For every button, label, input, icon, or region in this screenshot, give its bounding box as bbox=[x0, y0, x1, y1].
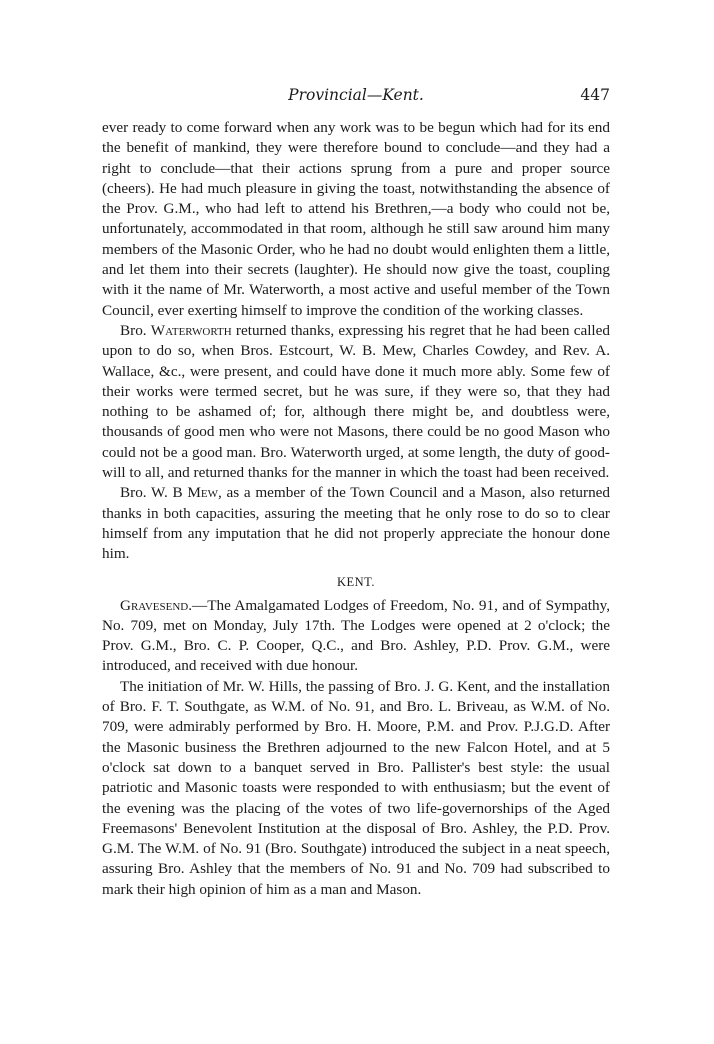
paragraph-mew-reply bbox=[102, 483, 610, 564]
paragraph-lead: Bro. W. B bbox=[120, 484, 188, 502]
book-page bbox=[102, 84, 610, 900]
paragraph-initiation bbox=[102, 677, 610, 900]
paragraph-text: returned thanks, expressing his regret that he had been called upon to do so, when Bros. Estcourt, W. B. Mew, Charles Cowdey, and Rev. A. Wallace, &c., were present, and could have done it much more ably. Some few of their works were termed secret, but he was sure, if they were so, that they had nothing to be ashamed of; for, although there might be, and doubtless were, thousands of good men who were not Masons, there could be no good Mason who could not be a good man. Bro. Waterworth urged, at some length, the duty of good-will to all, and returned thanks for the manner in which the toast had been received. bbox=[102, 321, 610, 482]
paragraph-toast-speech bbox=[102, 118, 610, 321]
article-body bbox=[102, 118, 610, 565]
running-title: Provincial—Kent. bbox=[288, 86, 424, 104]
speaker-name: Waterworth bbox=[150, 321, 232, 339]
section-heading: KENT. bbox=[336, 574, 376, 589]
page-number: 447 bbox=[580, 86, 610, 104]
paragraph-text: , as a member of the Town Council and a Mason, also returned thanks in both capacities, assuring the meeting that he only rose to do so to clear himself from any imputation that he did not properly appreciate the honour done him. bbox=[102, 484, 610, 563]
running-head bbox=[102, 84, 610, 106]
paragraph-text: ever ready to come forward when any work was to be begun which had for its end the benefit of mankind, they were therefore bound to conclude—and they had a right to conclude—that their actions sprung from a pure and proper source (cheers). He had much pleasure in giving the toast, notwithstanding the absence of the Prov. G.M., who had left to attend his Brethren,—a body who could not be, unfortunately, accommodated in that room, although he still saw around him many members of the Masonic Order, who he had no doubt would enlighten them a little, and let them into their secrets (laughter). He should now give the toast, coupling with it the name of Mr. Waterworth, a most active and useful member of the Town Council, ever exerting himself to improve the condition of the working classes. bbox=[102, 119, 610, 319]
kent-section-body bbox=[102, 596, 610, 900]
place-name: Gravesend bbox=[120, 596, 189, 614]
paragraph-lead: Bro. bbox=[120, 321, 151, 339]
paragraph-gravesend bbox=[102, 596, 610, 677]
speaker-name: Mew bbox=[187, 484, 218, 502]
paragraph-text: The initiation of Mr. W. Hills, the passing of Bro. J. G. Kent, and the installation of Bro. F. T. Southgate, as W.M. of No. 91, and Bro. L. Briveau, as W.M. of No. 709, were admirably performed by Bro. H. Moore, P.M. and Prov. P.J.G.D. After the Masonic business the Brethren adjourned to the new Falcon Hotel, and at 5 o'clock sat down to a banquet served in Bro. Pallister's best style: the usual patriotic and Masonic toasts were responded to with enthusiasm; but the event of the evening was the placing of the votes of two life-governorships of the Aged Freemasons' Benevolent Institution at the disposal of Bro. Ashley, the P.D. Prov. G.M. The W.M. of No. 91 (Bro. Southgate) introduced the subject in a neat speech, assuring Bro. Ashley that the members of No. 91 and No. 709 had subscribed to mark their high opinion of him as a man and Mason. bbox=[102, 677, 610, 898]
paragraph-waterworth-reply bbox=[102, 321, 610, 483]
paragraph-text: .—The Amalgamated Lodges of Freedom, No. 91, and of Sympathy, No. 709, met on Monday, July 17th. The Lodges were opened at 2 o'clock; the Prov. G.M., Bro. C. P. Cooper, Q.C., and Bro. Ashley, P.D. Prov. G.M., were introduced, and received with due honour. bbox=[102, 596, 610, 675]
